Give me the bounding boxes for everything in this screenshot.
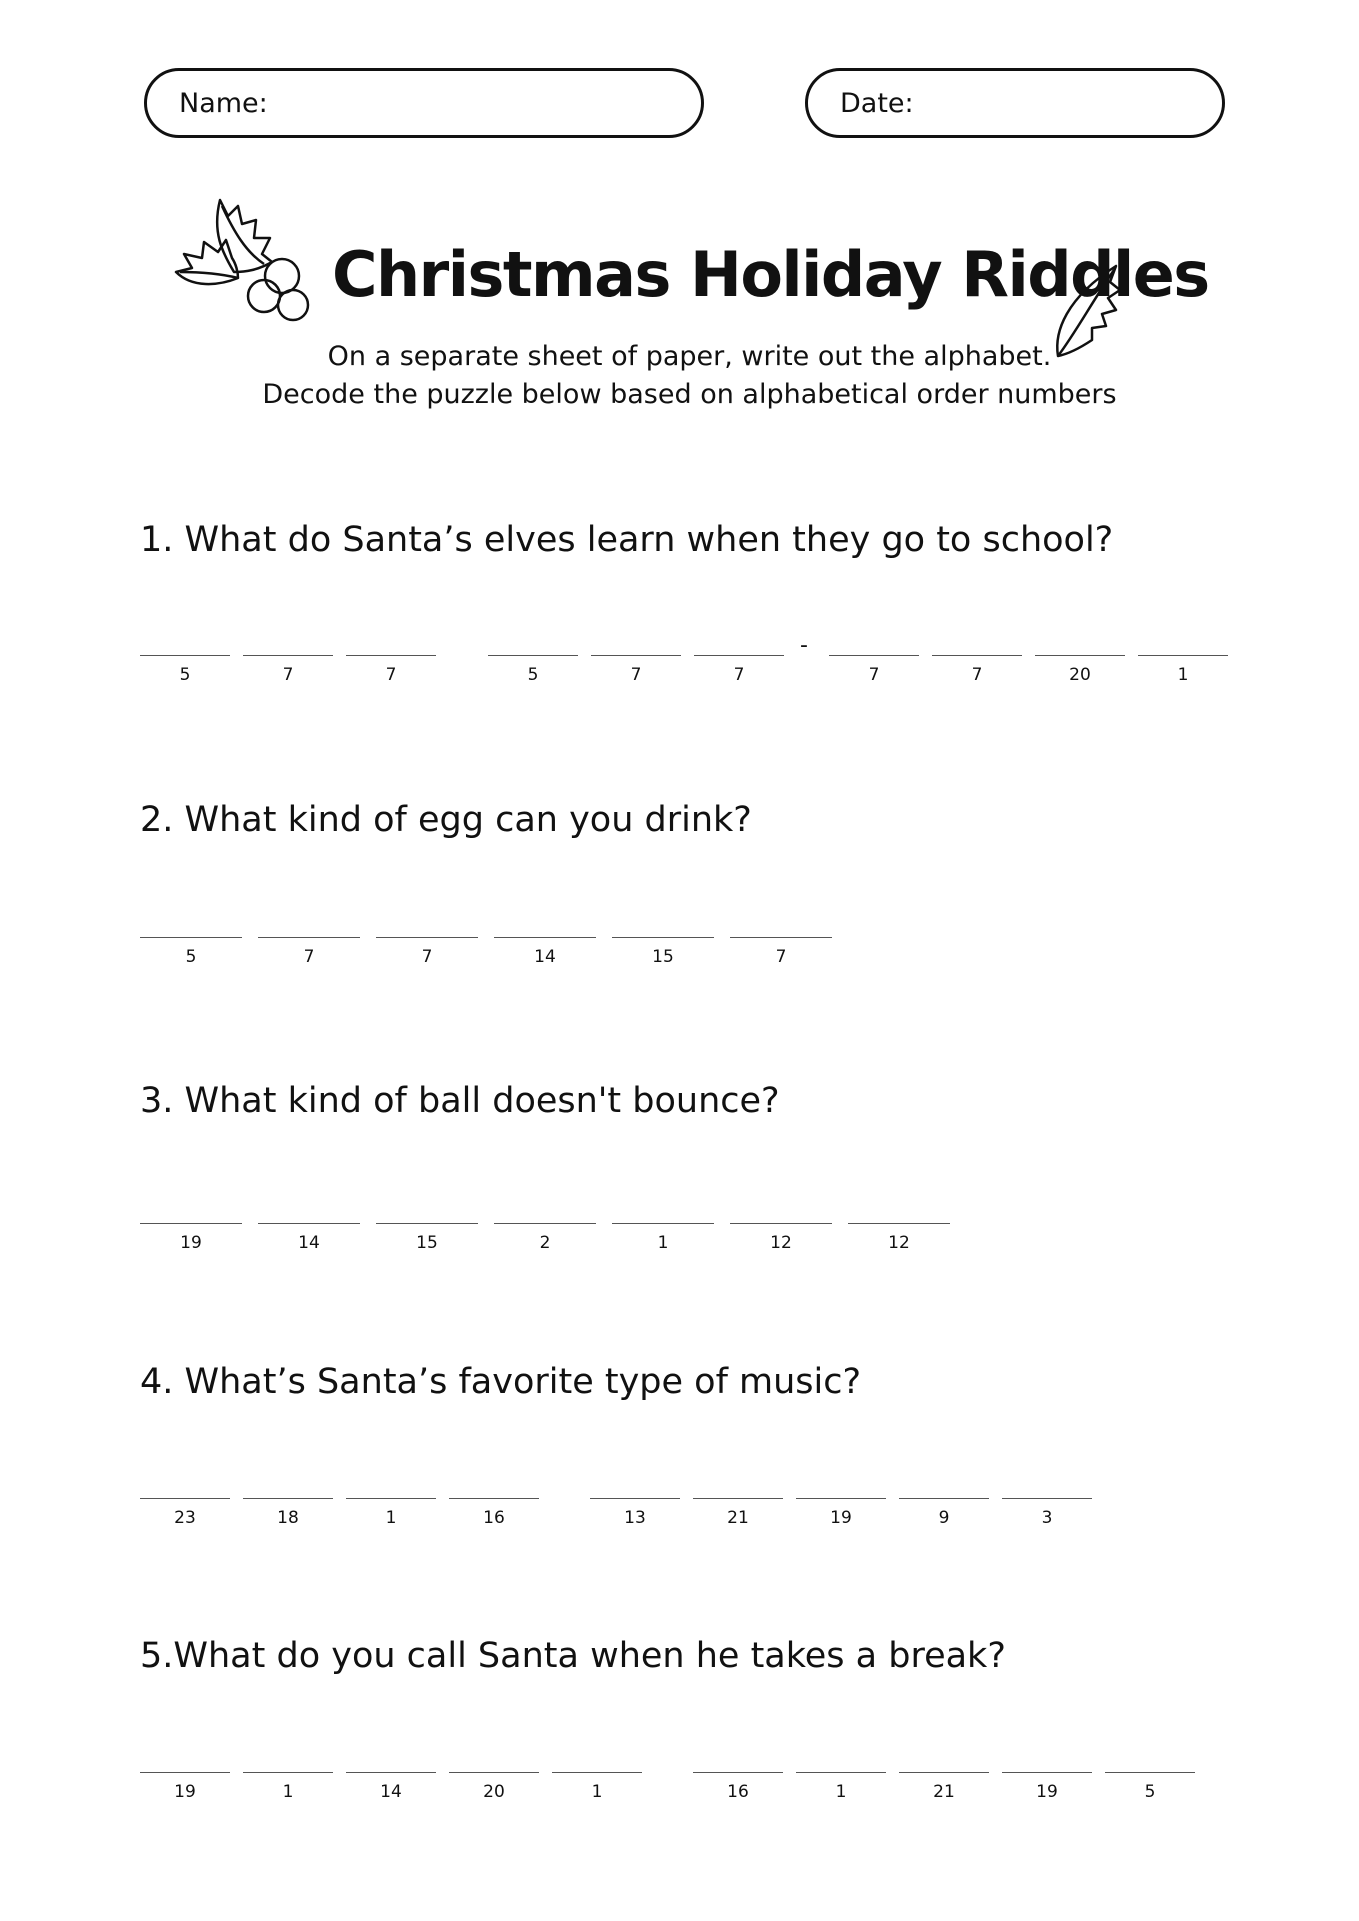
letter-code: 21 xyxy=(933,1782,955,1802)
answer-slot[interactable] xyxy=(488,655,578,705)
name-label: Name: xyxy=(179,87,268,119)
answer-row-1 xyxy=(0,633,1359,705)
letter-code: 20 xyxy=(483,1782,505,1802)
letter-code: 7 xyxy=(971,665,983,685)
answer-slot[interactable] xyxy=(899,1498,989,1548)
answer-slot[interactable] xyxy=(932,655,1022,705)
answer-slot[interactable] xyxy=(829,655,919,705)
letter-code: 19 xyxy=(180,1233,202,1253)
letter-code: 7 xyxy=(385,665,397,685)
answer-slot[interactable] xyxy=(1035,655,1125,705)
letter-code: 14 xyxy=(534,947,556,967)
answer-slot[interactable] xyxy=(590,1498,680,1548)
letter-code: 14 xyxy=(380,1782,402,1802)
answer-row-5 xyxy=(0,1772,1359,1822)
answer-row-2 xyxy=(0,937,1359,987)
letter-code: 13 xyxy=(624,1508,646,1528)
letter-code: 5 xyxy=(185,947,197,967)
worksheet-title: Christmas Holiday Riddles xyxy=(332,238,1209,311)
letter-code: 15 xyxy=(416,1233,438,1253)
letter-code: 9 xyxy=(938,1508,950,1528)
instruction-line-1: On a separate sheet of paper, write out the alphabet. xyxy=(327,341,1052,372)
answer-slot[interactable] xyxy=(1002,1498,1092,1548)
question-2: 2. What kind of egg can you drink? xyxy=(140,800,752,840)
question-4: 4. What’s Santa’s favorite type of music? xyxy=(140,1362,862,1402)
answer-slot[interactable] xyxy=(140,1223,242,1273)
letter-code: 15 xyxy=(652,947,674,967)
answer-slot[interactable] xyxy=(243,1498,333,1548)
answer-slot[interactable] xyxy=(258,1223,360,1273)
question-3: 3. What kind of ball doesn't bounce? xyxy=(140,1081,780,1121)
letter-code: 19 xyxy=(1036,1782,1058,1802)
letter-code: 1 xyxy=(657,1233,669,1253)
letter-code: 7 xyxy=(421,947,433,967)
letter-code: 1 xyxy=(385,1508,397,1528)
letter-code: 2 xyxy=(539,1233,551,1253)
letter-code: 21 xyxy=(727,1508,749,1528)
answer-slot[interactable] xyxy=(346,655,436,705)
answer-slot[interactable] xyxy=(796,1772,886,1822)
letter-code: 12 xyxy=(888,1233,910,1253)
letter-code: 1 xyxy=(835,1782,847,1802)
letter-code: 7 xyxy=(303,947,315,967)
answer-row-4 xyxy=(0,1498,1359,1548)
answer-slot[interactable] xyxy=(552,1772,642,1822)
letter-code: 3 xyxy=(1041,1508,1053,1528)
letter-code: 7 xyxy=(775,947,787,967)
answer-slot[interactable] xyxy=(449,1498,539,1548)
answer-slot[interactable] xyxy=(243,1772,333,1822)
answer-slot[interactable] xyxy=(796,1498,886,1548)
letter-code: 16 xyxy=(483,1508,505,1528)
answer-row-3 xyxy=(0,1223,1359,1273)
answer-slot[interactable] xyxy=(494,1223,596,1273)
letter-code: 19 xyxy=(830,1508,852,1528)
answer-slot[interactable] xyxy=(693,1498,783,1548)
letter-code: 20 xyxy=(1069,665,1091,685)
answer-slot[interactable] xyxy=(899,1772,989,1822)
letter-code: 1 xyxy=(282,1782,294,1802)
letter-code: 7 xyxy=(282,665,294,685)
letter-code: 7 xyxy=(630,665,642,685)
letter-code: 7 xyxy=(733,665,745,685)
answer-slot[interactable] xyxy=(243,655,333,705)
answer-slot[interactable] xyxy=(258,937,360,987)
letter-code: 1 xyxy=(1177,665,1189,685)
instructions xyxy=(0,338,1359,414)
answer-slot[interactable] xyxy=(1105,1772,1195,1822)
answer-slot[interactable] xyxy=(376,937,478,987)
letter-code: 12 xyxy=(770,1233,792,1253)
answer-slot[interactable] xyxy=(612,937,714,987)
answer-slot[interactable] xyxy=(494,937,596,987)
answer-slot[interactable] xyxy=(449,1772,539,1822)
answer-slot[interactable] xyxy=(1138,655,1228,705)
answer-slot[interactable] xyxy=(612,1223,714,1273)
holly-icon xyxy=(172,192,322,332)
instruction-line-2: Decode the puzzle below based on alphabetical order numbers xyxy=(262,379,1117,410)
letter-code: 23 xyxy=(174,1508,196,1528)
letter-code: 5 xyxy=(179,665,191,685)
answer-slot[interactable] xyxy=(140,655,230,705)
date-field[interactable] xyxy=(805,68,1225,138)
answer-slot[interactable] xyxy=(140,1772,230,1822)
answer-slot[interactable] xyxy=(694,655,784,705)
answer-slot[interactable] xyxy=(591,655,681,705)
date-label: Date: xyxy=(840,87,914,119)
answer-slot[interactable] xyxy=(376,1223,478,1273)
question-5: 5.What do you call Santa when he takes a break? xyxy=(140,1636,1006,1676)
letter-code: 16 xyxy=(727,1782,749,1802)
answer-slot[interactable] xyxy=(1002,1772,1092,1822)
answer-slot[interactable] xyxy=(346,1498,436,1548)
letter-code: 19 xyxy=(174,1782,196,1802)
answer-slot[interactable] xyxy=(693,1772,783,1822)
letter-code: 1 xyxy=(591,1782,603,1802)
question-1: 1. What do Santa’s elves learn when they go to school? xyxy=(140,520,1114,560)
letter-code: 18 xyxy=(277,1508,299,1528)
answer-slot[interactable] xyxy=(140,1498,230,1548)
name-field[interactable] xyxy=(144,68,704,138)
letter-code: 14 xyxy=(298,1233,320,1253)
answer-slot[interactable] xyxy=(730,937,832,987)
answer-slot[interactable] xyxy=(140,937,242,987)
letter-code: 7 xyxy=(868,665,880,685)
hyphen: - xyxy=(800,633,808,658)
answer-slot[interactable] xyxy=(346,1772,436,1822)
answer-slot[interactable] xyxy=(730,1223,832,1273)
letter-code: 5 xyxy=(1144,1782,1156,1802)
answer-slot[interactable] xyxy=(848,1223,950,1273)
letter-code: 5 xyxy=(527,665,539,685)
